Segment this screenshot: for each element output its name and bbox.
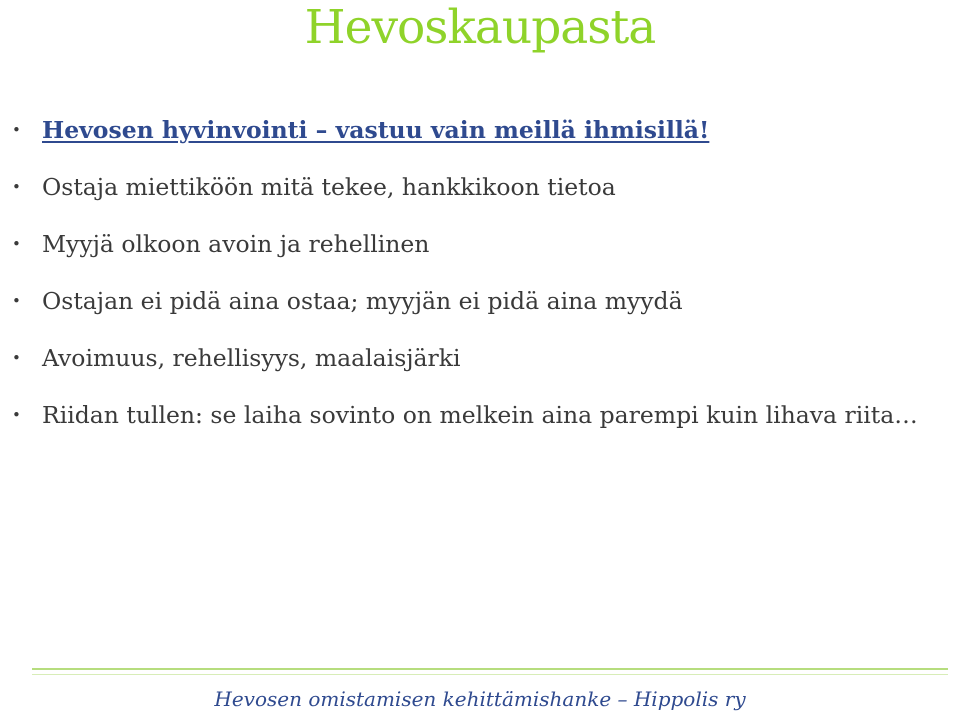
bullet-text: Ostajan ei pidä aina ostaa; myyjän ei pidä aina myydä (42, 287, 683, 315)
bullet-icon: • (12, 178, 21, 196)
bullet-icon: • (12, 235, 21, 253)
bullet-text: Ostaja miettiköön mitä tekee, hankkikoon tietoa (42, 173, 616, 201)
bullet-item (0, 224, 960, 281)
bullet-icon: • (12, 121, 21, 139)
bullet-item (0, 167, 960, 224)
bullet-icon: • (12, 406, 21, 424)
bullet-item (0, 338, 960, 395)
bullet-icon: • (12, 292, 21, 310)
footer-divider-shadow (32, 674, 948, 675)
bullet-list (0, 110, 960, 435)
bullet-text: Hevosen hyvinvointi – vastuu vain meillä ihmisillä! (42, 116, 710, 144)
footer-divider (32, 668, 948, 670)
footer-text: Hevosen omistamisen kehittämishanke – Hippolis ry (214, 687, 746, 711)
bullet-item (0, 281, 960, 338)
bullet-text: Myyjä olkoon avoin ja rehellinen (42, 230, 430, 258)
slide-title: Hevoskaupasta (304, 0, 656, 55)
bullet-text: Riidan tullen: se laiha sovinto on melkein aina parempi kuin lihava riita… (42, 401, 918, 429)
bullet-item (0, 110, 960, 167)
bullet-icon: • (12, 349, 21, 367)
bullet-item (0, 395, 960, 435)
bullet-text: Avoimuus, rehellisyys, maalaisjärki (42, 344, 461, 372)
